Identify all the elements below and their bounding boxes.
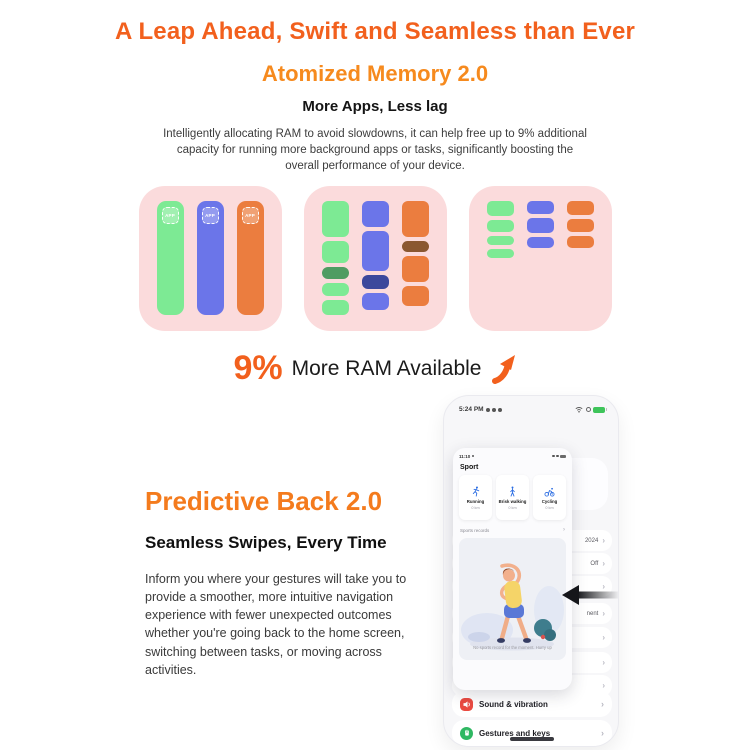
sports-records-label: Sports records xyxy=(460,527,490,533)
chevron-right-icon: › xyxy=(563,527,565,533)
cycling-icon xyxy=(544,486,555,497)
feature-title-atomized-memory: Atomized Memory 2.0 xyxy=(261,61,489,86)
phone-mockup xyxy=(443,395,619,747)
settings-row-label: nent xyxy=(586,610,599,617)
status-time xyxy=(459,406,502,413)
predictive-description: Inform you where your gestures will take you to provide a smoother, more intuitive navigation experience with fewer unexpected outcomes whether you're going back to the home screen, switching between tasks, or moving across activities. xyxy=(145,572,407,677)
app-status-time-label: 11:10 xyxy=(459,453,471,459)
memory-block xyxy=(402,256,429,282)
settings-row-label: Off xyxy=(590,560,599,567)
ram-callout xyxy=(0,349,750,388)
memory-column-green xyxy=(487,201,514,331)
sport-card-label: Brisk walking xyxy=(498,498,527,504)
memory-block xyxy=(322,267,349,279)
sport-app-title: Sport xyxy=(460,464,479,471)
wifi-icon xyxy=(575,406,583,413)
predictive-title: Predictive Back 2.0 xyxy=(145,486,383,516)
memory-block xyxy=(362,201,389,227)
predictive-back-section xyxy=(145,486,445,679)
settings-row-sound-vibration[interactable] xyxy=(452,691,612,717)
app-bar-green xyxy=(157,201,184,315)
chevron-right-icon: › xyxy=(602,680,605,690)
sports-records-row[interactable] xyxy=(459,527,566,533)
memory-column-blue xyxy=(362,201,389,331)
sport-card-running[interactable] xyxy=(459,475,492,520)
alarm-icon xyxy=(472,455,475,458)
memory-block xyxy=(362,293,389,310)
up-arrow-icon xyxy=(491,354,517,384)
memory-block xyxy=(487,201,514,216)
app-bar-orange xyxy=(237,201,264,315)
memory-block xyxy=(402,241,429,252)
alarm-icon xyxy=(586,407,591,412)
signal-icon xyxy=(556,455,559,458)
shield-icon xyxy=(498,408,502,412)
settings-row-gestures-keys[interactable] xyxy=(452,720,612,746)
memory-block xyxy=(487,220,514,232)
memory-block xyxy=(567,201,594,215)
ram-text: More RAM Available xyxy=(291,356,482,380)
chevron-right-icon: › xyxy=(602,535,605,545)
running-icon xyxy=(470,486,481,497)
gear-icon xyxy=(492,408,496,412)
phone-status-bar xyxy=(459,405,605,414)
memory-column-blue xyxy=(527,201,554,331)
no-records-text: No sports record for the moment. Hurry up xyxy=(473,645,552,650)
memory-column-orange xyxy=(402,201,429,331)
app-icon: APP xyxy=(242,207,259,224)
status-time-label: 5:24 PM xyxy=(459,406,484,413)
sport-card-label: Running xyxy=(466,498,485,504)
gestures-icon xyxy=(460,727,473,740)
chevron-right-icon: › xyxy=(602,657,605,667)
sport-app-window xyxy=(453,448,572,690)
memory-block xyxy=(322,300,349,315)
status-icons xyxy=(575,406,605,413)
app-icon: APP xyxy=(162,207,179,224)
home-indicator[interactable] xyxy=(510,737,554,741)
page-heading: A Leap Ahead, Swift and Seamless than Ever xyxy=(114,18,636,45)
sport-activity-cards xyxy=(459,475,566,520)
memory-column-green xyxy=(322,201,349,331)
sport-card-cycling[interactable] xyxy=(533,475,566,520)
memory-block xyxy=(402,286,429,306)
memory-block xyxy=(402,201,429,237)
memory-panel-split xyxy=(304,186,447,331)
sport-card-label: Cycling xyxy=(541,498,558,504)
app-bar-blue xyxy=(197,201,224,315)
memory-block xyxy=(527,237,554,248)
chevron-right-icon: › xyxy=(601,727,604,738)
app-status-bar xyxy=(459,453,566,459)
memory-panel-before xyxy=(139,186,282,331)
memory-column-orange xyxy=(567,201,594,331)
battery-icon xyxy=(593,407,605,413)
memory-panels xyxy=(0,186,750,331)
memory-block xyxy=(322,283,349,296)
settings-row-label: Gestures and keys xyxy=(479,728,551,738)
predictive-subtitle: Seamless Swipes, Every Time xyxy=(145,533,387,552)
memory-block xyxy=(322,201,349,237)
exercise-illustration xyxy=(459,538,566,660)
sport-card-brisk-walking[interactable] xyxy=(496,475,529,520)
settings-row-label: 2024 xyxy=(584,537,599,544)
feature-subtitle: More Apps, Less lag xyxy=(302,98,448,115)
sound-icon xyxy=(460,698,473,711)
sport-card-value: 0 km xyxy=(508,505,517,510)
back-arrow-icon[interactable] xyxy=(562,581,619,606)
app-status-time xyxy=(459,454,474,459)
memory-panel-compacted xyxy=(469,186,612,331)
sport-card-value: 0 km xyxy=(545,505,554,510)
app-status-icons xyxy=(552,455,566,458)
chevron-right-icon: › xyxy=(601,698,604,709)
memory-block xyxy=(567,236,594,248)
memory-block xyxy=(527,201,554,214)
chevron-right-icon: › xyxy=(602,632,605,642)
memory-block xyxy=(362,231,389,271)
chevron-right-icon: › xyxy=(602,558,605,568)
ram-percent: 9% xyxy=(233,349,283,387)
notification-icon xyxy=(486,408,490,412)
wifi-icon xyxy=(552,455,555,458)
memory-block xyxy=(487,236,514,245)
walking-icon xyxy=(507,486,518,497)
chevron-right-icon: › xyxy=(602,581,605,591)
memory-block xyxy=(362,275,389,289)
settings-row-label: Sound & vibration xyxy=(479,699,548,709)
app-icon: APP xyxy=(202,207,219,224)
sport-card-value: 0 km xyxy=(471,505,480,510)
memory-block xyxy=(487,249,514,258)
memory-block xyxy=(567,219,594,232)
chevron-right-icon: › xyxy=(602,608,605,618)
memory-block xyxy=(322,241,349,263)
memory-block xyxy=(527,218,554,233)
feature-description: Intelligently allocating RAM to avoid slowdowns, it can help free up to 9% additional capacity for running more background apps or tasks, significantly boosting the overall performance of your device. xyxy=(163,128,587,172)
battery-icon xyxy=(560,455,566,458)
